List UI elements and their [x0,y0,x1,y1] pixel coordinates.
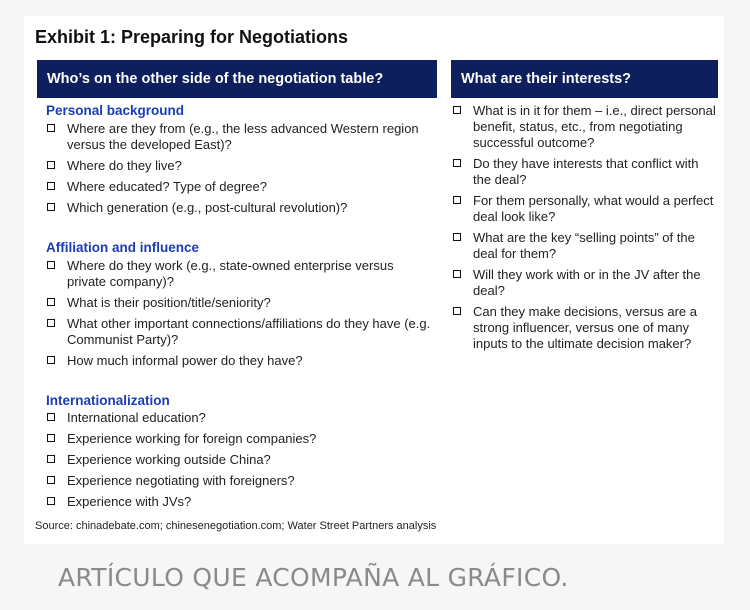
list-item: Where do they live? [46,158,431,174]
list-item: Where are they from (e.g., the less advanced Western region versus the developed East)? [46,121,431,153]
checkbox-icon [453,270,461,278]
checkbox-icon [47,413,55,421]
article-caption: ARTÍCULO QUE ACOMPAÑA AL GRÁFICO. [58,563,569,592]
interests-list [452,103,720,357]
list-item: For them personally, what would a perfect deal look like? [452,193,720,225]
list-item: What other important connections/affiliations do they have (e.g. Communist Party)? [46,316,436,348]
section-title-affiliation-influence: Affiliation and influence [46,240,200,255]
checkbox-icon [453,106,461,114]
checkbox-icon [47,319,55,327]
list-item: Can they make decisions, versus are a strong influencer, versus one of many inputs to the ultimate decision maker? [452,304,720,352]
checkbox-icon [47,455,55,463]
list-item: Experience working for foreign companies? [46,431,431,447]
list-item: What is their position/title/seniority? [46,295,436,311]
section-title-personal-background: Personal background [46,103,185,118]
list-item: How much informal power do they have? [46,353,436,369]
list-item: Experience negotiating with foreigners? [46,473,431,489]
checkbox-icon [453,307,461,315]
internationalization-list [46,410,431,515]
checkbox-icon [47,182,55,190]
right-panel-header-text: What are their interests? [461,71,632,87]
checkbox-icon [47,356,55,364]
checkbox-icon [47,203,55,211]
list-item: Where do they work (e.g., state-owned enterprise versus private company)? [46,258,436,290]
list-item: What are the key “selling points” of the deal for them? [452,230,720,262]
list-item: Will they work with or in the JV after the deal? [452,267,720,299]
right-panel-header [451,60,718,98]
checkbox-icon [47,298,55,306]
checkbox-icon [453,233,461,241]
source-note: Source: chinadebate.com; chinesenegotiation.com; Water Street Partners analysis [35,520,437,532]
list-item: Do they have interests that conflict with the deal? [452,156,720,188]
checkbox-icon [453,196,461,204]
exhibit-title: Exhibit 1: Preparing for Negotiations [35,27,349,47]
left-panel-header [37,60,437,98]
checkbox-icon [453,159,461,167]
list-item: Experience working outside China? [46,452,431,468]
checkbox-icon [47,434,55,442]
list-item: Experience with JVs? [46,494,431,510]
list-item: Where educated? Type of degree? [46,179,431,195]
checkbox-icon [47,161,55,169]
list-item: International education? [46,410,431,426]
checkbox-icon [47,476,55,484]
personal-background-list [46,121,431,221]
left-panel-header-text: Who’s on the other side of the negotiation table? [47,71,384,87]
checkbox-icon [47,124,55,132]
list-item: What is in it for them – i.e., direct personal benefit, status, etc., from negotiating successful outcome? [452,103,720,151]
list-item: Which generation (e.g., post-cultural revolution)? [46,200,431,216]
checkbox-icon [47,261,55,269]
affiliation-list [46,258,436,374]
checkbox-icon [47,497,55,505]
section-title-internationalization: Internationalization [46,393,170,408]
